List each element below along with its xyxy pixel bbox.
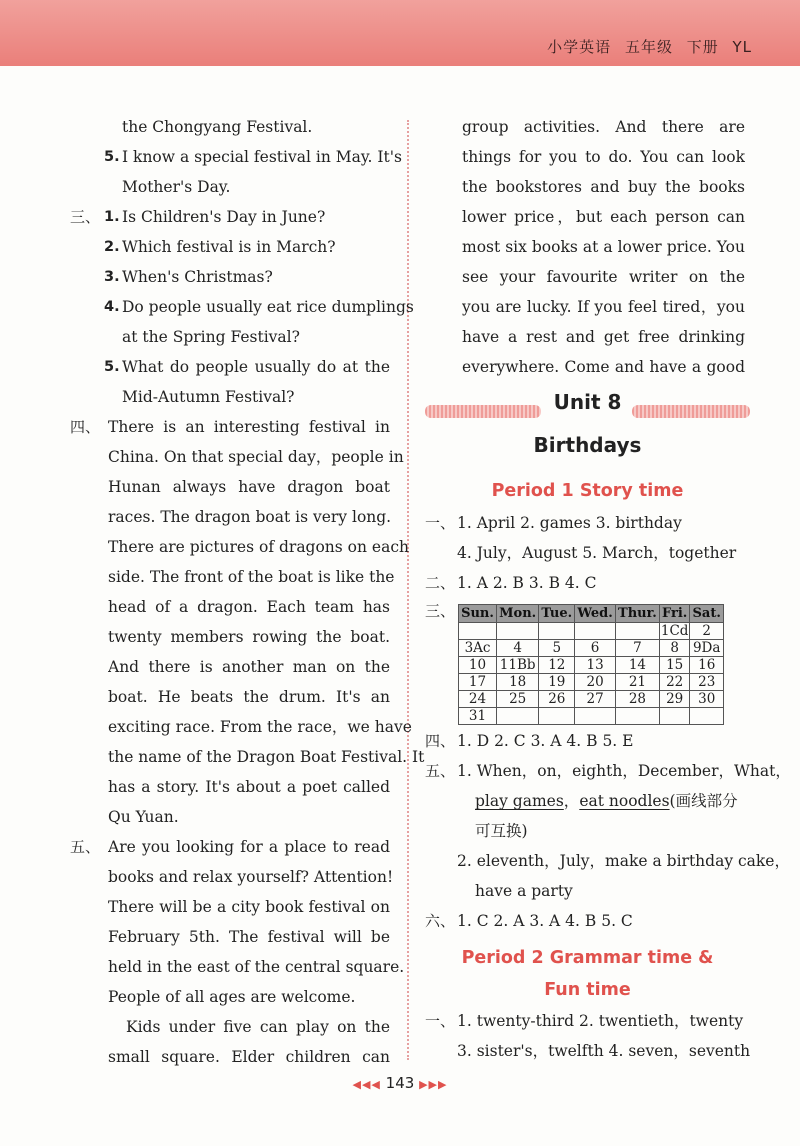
line-text: Mid-Autumn Festival? [122,388,295,406]
calendar-cell: 25 [497,691,539,708]
header-banner [0,0,800,66]
item-number: 1. [104,209,120,225]
calendar-cell: 3Ac [459,640,497,657]
calendar-cell: 17 [459,674,497,691]
section-label: 四、 [70,418,101,436]
calendar-cell: 7 [615,640,659,657]
text-line [70,292,414,322]
line-text: everywhere. Come and have a good [462,358,745,376]
calendar-cell: 2 [690,623,724,640]
period2-title: Period 2 Grammar time & [461,948,714,968]
calendar-cell: 10 [459,657,497,674]
calendar-row [459,623,724,640]
p1-q6: 六、 1. C 2. A 3. A 4. B 5. C [425,912,633,930]
p1-q1-line1: 一、 1. April 2. games 3. birthday [425,514,682,532]
line-text: Qu Yuan. [108,808,179,826]
page-footer [0,1074,800,1092]
p1-q3: 三、 Sun. Mon. Tue. Wed. Thur. Fri. Sat. 1Cd 2 3Ac 4 5 6 7 8 9Da 10 11Bb 12 13 14 15 16 17 18 19 20 21 22 23 24 25 26 27 28 29 30 31 [425,598,750,726]
line-text: things for you to do. You can look [462,148,745,166]
p1-q5-line4: 2. eleventh，July，make a birthday cake， [457,852,790,870]
line-text: Are you looking for a place to read [108,838,390,856]
section-label: 五、 [70,838,101,856]
underlined-answer: play games [475,792,564,810]
period2-title-line2: Fun time [544,980,631,1000]
calendar-header-cell: Thur. [615,605,659,623]
calendar-row [459,657,724,674]
text-line [425,352,750,382]
line-text: lower price，but each person can [462,208,745,226]
calendar-cell: 29 [659,691,690,708]
calendar-cell: 22 [659,674,690,691]
calendar-cell [575,708,616,725]
text-line [70,712,412,742]
calendar-cell: 18 [497,674,539,691]
calendar-table [458,604,724,725]
text-line [70,442,404,472]
p2-q1-line2: 3. sister's，twelfth 4. seven，seventh [457,1042,751,1060]
calendar-cell: 21 [615,674,659,691]
text-line [70,1012,390,1042]
line-text: head of a dragon. Each team has [108,598,390,616]
calendar-cell: 28 [615,691,659,708]
item-number: 5. [104,359,120,375]
line-text: There will be a city book festival on [108,898,390,916]
text-line [70,622,390,652]
text-line [70,652,390,682]
calendar-cell: 24 [459,691,497,708]
item-number: 3. [104,269,120,285]
calendar-cell: 4 [497,640,539,657]
passage-continued [425,112,750,382]
line-text: Hunan always have dragon boat [108,478,390,496]
line-text: Mother's Day. [122,178,231,196]
line-text: There is an interesting festival in [108,418,390,436]
calendar-header-cell: Sat. [690,605,724,623]
calendar-cell: 31 [459,708,497,725]
calendar-cell: 15 [659,657,690,674]
item-number: 2. [104,239,120,255]
period1-title: Period 1 Story time [491,481,684,501]
calendar-cell: 5 [539,640,575,657]
calendar-cell [539,623,575,640]
text-line [70,172,390,202]
p1-q4: 四、 1. D 2. C 3. A 4. B 5. E [425,732,634,750]
calendar-cell: 12 [539,657,575,674]
text-line [70,1042,390,1072]
calendar-header-cell: Wed. [575,605,616,623]
text-line [425,112,750,142]
text-line [70,982,390,1012]
calendar-cell: 19 [539,674,575,691]
line-text: When's Christmas? [122,268,273,286]
calendar-row [459,691,724,708]
unit-heading [425,390,750,430]
calendar-cell: 20 [575,674,616,691]
line-text: Is Children's Day in June? [122,208,326,226]
text-line [70,262,390,292]
calendar-cell: 14 [615,657,659,674]
calendar-row [459,640,724,657]
column-divider [407,120,409,1060]
calendar-row [459,674,724,691]
p1-q5-line5: have a party [475,882,573,900]
line-text: China. On that special day，people in [108,448,404,466]
calendar-row [459,708,724,725]
line-text: twenty members rowing the boat. [108,628,390,646]
text-line [425,202,750,232]
left-column [70,112,425,1072]
line-text: Kids under five can play on the [126,1018,390,1036]
text-line [70,112,390,142]
calendar-header-cell: Tue. [539,605,575,623]
text-line [70,742,425,772]
line-text: has a story. It's about a poet called [108,778,390,796]
line-text: People of all ages are welcome. [108,988,356,1006]
header-title: 小学英语 五年级 下册 YL [547,38,752,56]
text-line [425,292,750,322]
text-line [70,892,390,922]
calendar-cell: 9Da [690,640,724,657]
calendar-cell: 8 [659,640,690,657]
line-text: February 5th. The festival will be [108,928,390,946]
text-line [70,682,390,712]
text-line [70,502,390,532]
text-line [70,802,390,832]
line-text: What do people usually do at the [122,358,390,376]
line-text: the bookstores and buy the books [462,178,745,196]
calendar-cell [690,708,724,725]
text-line [70,592,390,622]
text-line [70,862,394,892]
text-line [70,472,390,502]
p2-q1-line1: 一、 1. twenty-third 2. twentieth，twenty [425,1012,744,1030]
calendar-cell [615,623,659,640]
line-text: books and relax yourself? Attention! [108,868,394,886]
text-line [70,322,390,352]
line-text: races. The dragon boat is very long. [108,508,392,526]
item-number: 5. [104,149,120,165]
calendar-header-cell: Fri. [659,605,690,623]
calendar-cell: 11Bb [497,657,539,674]
calendar-cell [459,623,497,640]
calendar-cell [575,623,616,640]
calendar-cell: 23 [690,674,724,691]
text-line [425,232,750,262]
text-line [70,562,395,592]
calendar-cell: 16 [690,657,724,674]
calendar-header-cell: Sun. [459,605,497,623]
text-line [70,832,390,862]
text-line [70,952,405,982]
line-text: side. The front of the boat is like the [108,568,395,586]
calendar-cell [539,708,575,725]
calendar-cell [497,623,539,640]
text-line [425,142,750,172]
item-number: 4. [104,299,120,315]
underlined-answer: eat noodles [579,792,670,810]
line-text: I know a special festival in May. It's [122,148,402,166]
page-number: 143 [385,1074,415,1092]
line-text: see your favourite writer on the [462,268,745,286]
line-text: the Chongyang Festival. [122,118,313,136]
line-text: the name of the Dragon Boat Festival. It [108,748,425,766]
line-text: exciting race. From the race，we have [108,718,412,736]
text-line [70,142,402,172]
line-text: boat. He beats the drum. It's an [108,688,390,706]
unit-title: Unit 8 [553,390,622,414]
calendar-cell [497,708,539,725]
calendar-cell: 6 [575,640,616,657]
line-text: Which festival is in March? [122,238,336,256]
line-text: And there is another man on the [108,658,390,676]
line-text: group activities. And there are [462,118,745,136]
text-line [70,412,390,442]
p1-q5-line1: 五、 1. When，on，eighth，December，What， [425,762,791,780]
p1-q1-line2: 4. July，August 5. March，together [457,544,737,562]
line-text: held in the east of the central square. [108,958,405,976]
text-line [425,262,750,292]
line-text: There are pictures of dragons on each [108,538,409,556]
text-line [70,232,390,262]
text-line [70,772,390,802]
right-arrows-icon: ▶▶▶ [419,1078,448,1091]
calendar-cell: 26 [539,691,575,708]
p1-q5-line2: play games，eat noodles(画线部分 [475,792,738,810]
line-text: most six books at a lower price. You [462,238,745,256]
text-line [70,352,390,382]
calendar-cell [659,708,690,725]
text-line [70,202,390,232]
p1-q2: 二、 1. A 2. B 3. B 4. C [425,574,597,592]
line-text: you are lucky. If you feel tired，you [462,298,745,316]
line-text: have a rest and get free drinking [462,328,745,346]
text-line [70,532,409,562]
calendar-header-cell: Mon. [497,605,539,623]
left-arrows-icon: ◀◀◀ [352,1078,381,1091]
calendar-cell: 27 [575,691,616,708]
right-column [425,112,791,1066]
line-text: at the Spring Festival? [122,328,300,346]
text-line [425,172,750,202]
calendar-cell: 1Cd [660,623,689,639]
calendar-cell: 13 [575,657,616,674]
text-line [70,382,390,412]
line-text: small square. Elder children can [108,1048,390,1066]
section-label: 三、 [70,208,101,226]
p1-q5-line3: 可互换) [475,822,528,840]
line-text: Do people usually eat rice dumplings [122,298,414,316]
calendar-cell [615,708,659,725]
text-line [425,322,750,352]
text-line [70,922,390,952]
unit-subtitle: Birthdays [533,433,642,457]
calendar-cell: 30 [690,691,724,708]
